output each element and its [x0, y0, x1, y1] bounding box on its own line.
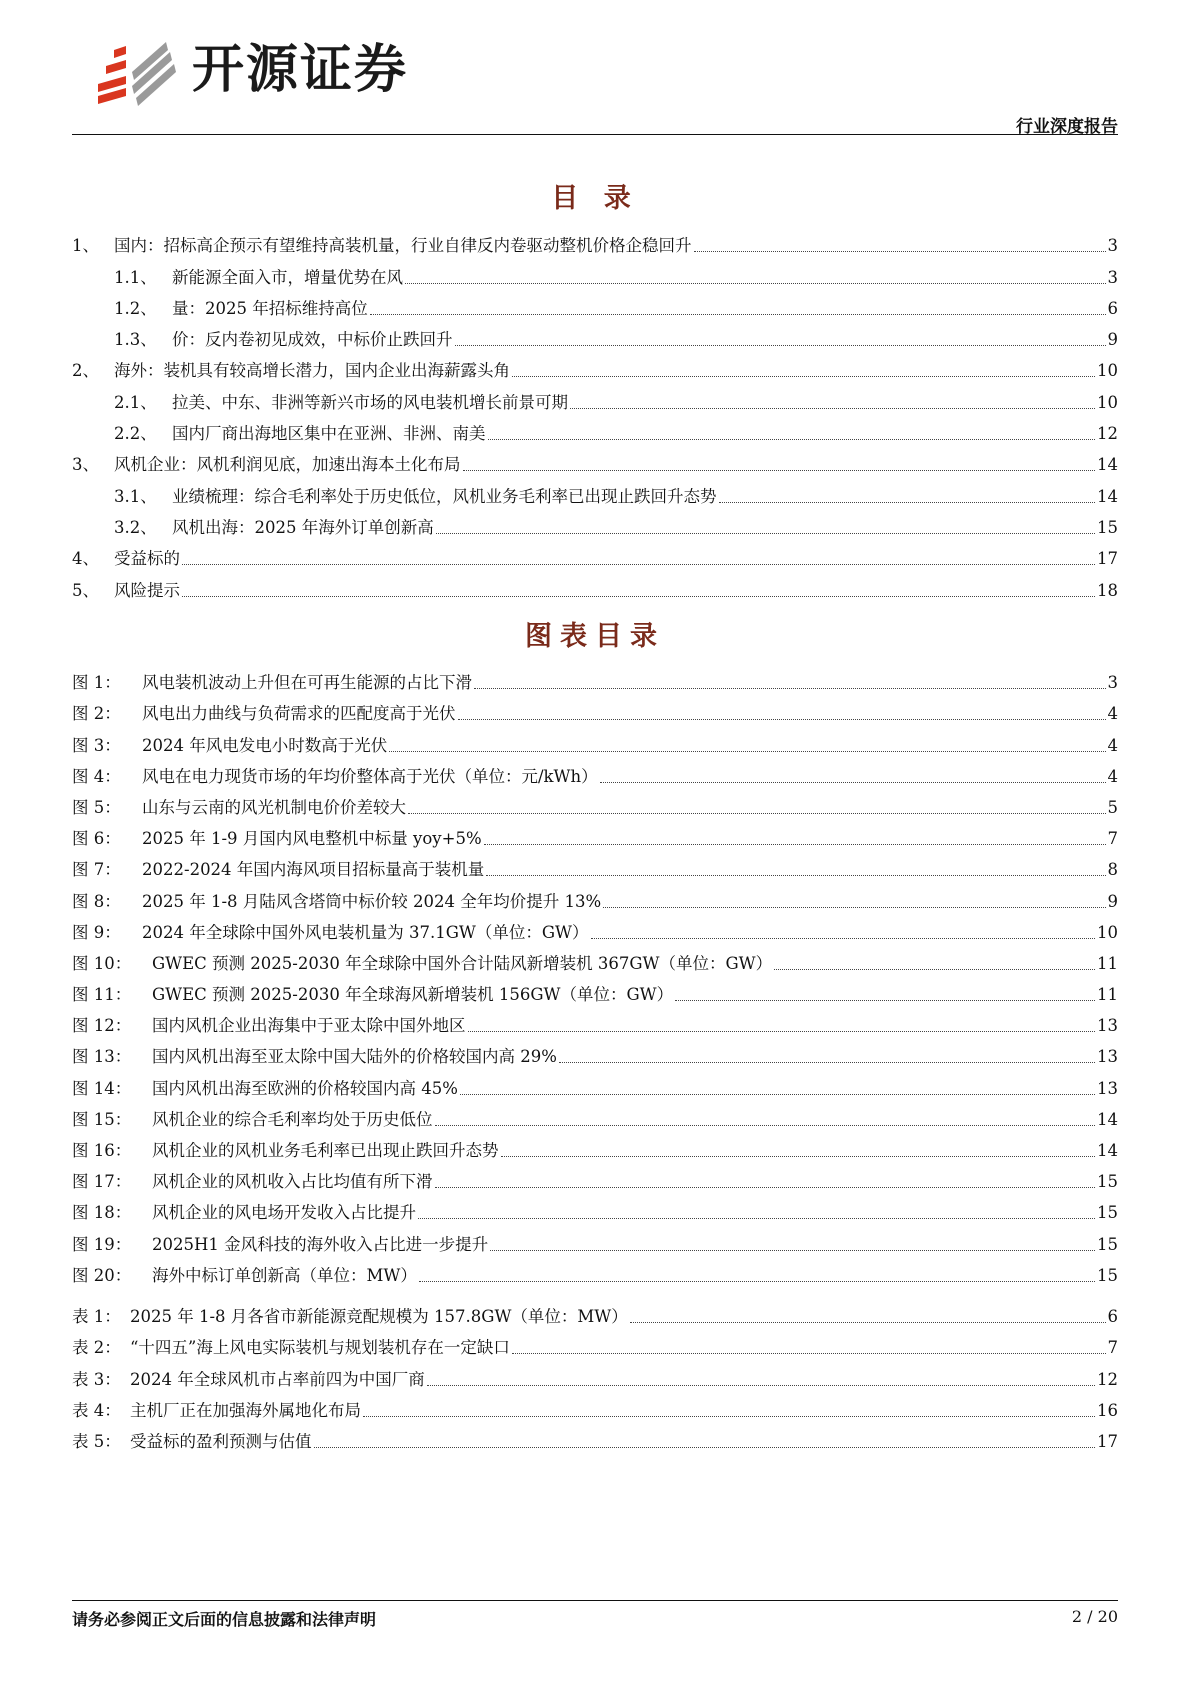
dot-leader: [486, 875, 1105, 876]
table-of-contents: [72, 225, 1118, 601]
toc-entry[interactable]: [72, 256, 1118, 287]
toc-entry[interactable]: [72, 475, 1118, 506]
toc-entry-number: 3.2、: [114, 517, 157, 537]
figure-entry-page: 13: [1097, 1078, 1118, 1098]
figure-entry[interactable]: [72, 912, 1118, 943]
toc-entry-label: 量：2025 年招标维持高位: [172, 298, 368, 318]
figure-entry-label: 2024 年全球除中国外风电装机量为 37.1GW（单位：GW）: [142, 922, 589, 942]
toc-entry-label: 价：反内卷初见成效，中标价止跌回升: [172, 330, 453, 350]
figure-entry[interactable]: [72, 818, 1118, 849]
dot-leader: [419, 1281, 1095, 1282]
figure-entry-page: 15: [1097, 1203, 1118, 1223]
table-entry-label: 受益标的盈利预测与估值: [130, 1431, 312, 1451]
toc-entry-number: 4、: [72, 549, 99, 569]
kaiyuan-securities-logo: [96, 36, 182, 106]
dot-leader: [405, 283, 1106, 284]
footer-divider: [72, 1600, 1118, 1601]
figure-entry-number: 图 7：: [72, 860, 121, 880]
figure-entry[interactable]: [72, 1130, 1118, 1161]
figure-entry-label: 国内风机出海至欧洲的价格较国内高 45%: [152, 1078, 458, 1098]
figure-entry-page: 15: [1097, 1234, 1118, 1254]
figure-entry[interactable]: [72, 1255, 1118, 1286]
dot-leader: [463, 470, 1096, 471]
toc-entry[interactable]: [72, 569, 1118, 600]
dot-leader: [512, 376, 1095, 377]
figure-entry[interactable]: [72, 693, 1118, 724]
toc-entry-number: 1、: [72, 236, 99, 256]
toc-entry-label: 国内厂商出海地区集中在亚洲、非洲、南美: [172, 424, 486, 444]
figure-list-title: 图表目录: [525, 621, 665, 652]
toc-entry[interactable]: [72, 288, 1118, 319]
table-entry-number: 表 5：: [72, 1431, 121, 1451]
dot-leader: [719, 502, 1096, 503]
figure-entry-page: 13: [1097, 1016, 1118, 1036]
dot-leader: [630, 1322, 1106, 1323]
toc-entry-page: 3: [1107, 236, 1118, 256]
dot-leader: [460, 1094, 1095, 1095]
figure-entry-page: 8: [1107, 860, 1118, 880]
figure-entry-number: 图 14：: [72, 1078, 132, 1098]
figure-entry-number: 图 2：: [72, 704, 121, 724]
figure-entry-page: 13: [1097, 1047, 1118, 1067]
figure-entry-label: 山东与云南的风光机制电价价差较大: [142, 797, 406, 817]
figure-entry-page: 14: [1097, 1141, 1118, 1160]
table-entry[interactable]: [72, 1296, 1118, 1327]
figure-entry-label: 2024 年风电发电小时数高于光伏: [142, 735, 388, 755]
figure-entry-number: 图 9：: [72, 922, 121, 942]
figure-entry-label: 风机企业的综合毛利率均处于历史低位: [152, 1109, 433, 1129]
figure-entry[interactable]: [72, 849, 1118, 880]
figure-entry-page: 11: [1097, 953, 1118, 973]
figure-entry-page: 14: [1097, 1109, 1118, 1129]
table-entry[interactable]: [72, 1390, 1118, 1421]
figure-entry-number: 图 16：: [72, 1141, 132, 1160]
toc-entry[interactable]: [72, 507, 1118, 538]
toc-entry-label: 风险提示: [114, 580, 180, 600]
dot-leader: [774, 969, 1095, 970]
figure-entry[interactable]: [72, 1005, 1118, 1036]
dot-leader: [591, 938, 1096, 939]
figure-entry-page: 4: [1107, 766, 1118, 786]
toc-entry[interactable]: [72, 538, 1118, 569]
dot-leader: [182, 564, 1095, 565]
table-entry-page: 12: [1097, 1369, 1118, 1389]
toc-entry[interactable]: [72, 381, 1118, 412]
dot-leader: [512, 1353, 1106, 1354]
dot-leader: [458, 719, 1106, 720]
page-header: [0, 0, 1190, 140]
toc-entry-number: 2、: [72, 361, 99, 381]
figure-entry[interactable]: [72, 1099, 1118, 1130]
figure-entry-page: 4: [1107, 704, 1118, 724]
dot-leader: [474, 688, 1106, 689]
figure-entry-number: 图 4：: [72, 766, 121, 786]
figure-entry-number: 图 18：: [72, 1203, 132, 1223]
figure-entry[interactable]: [72, 1067, 1118, 1098]
toc-entry-page: 14: [1097, 455, 1118, 475]
table-entry-number: 表 4：: [72, 1400, 121, 1420]
dot-leader: [570, 408, 1095, 409]
toc-entry[interactable]: [72, 225, 1118, 256]
toc-entry[interactable]: [72, 413, 1118, 444]
figure-entry[interactable]: [72, 974, 1118, 1005]
toc-entry[interactable]: [72, 319, 1118, 350]
brand-name: 开源证券: [192, 40, 409, 100]
toc-entry-number: 3、: [72, 455, 99, 475]
figure-entry-number: 图 5：: [72, 797, 121, 817]
table-entry-label: 2025 年 1-8 月各省市新能源竞配规模为 157.8GW（单位：MW）: [130, 1307, 628, 1327]
figure-entry-label: 海外中标订单创新高（单位：MW）: [152, 1265, 417, 1285]
table-entry-number: 表 2：: [72, 1338, 121, 1358]
table-entry-label: 主机厂正在加强海外属地化布局: [130, 1400, 361, 1420]
figure-entry-number: 图 10：: [72, 953, 132, 973]
table-entry-page: 6: [1107, 1307, 1118, 1327]
toc-entry-number: 1.2、: [114, 298, 157, 318]
figure-entry-page: 5: [1107, 797, 1118, 817]
table-list: [72, 1296, 1118, 1452]
dot-leader: [468, 1031, 1096, 1032]
dot-leader: [363, 1416, 1095, 1417]
dot-leader: [182, 596, 1095, 597]
figure-entry-label: 国内风机出海至亚太除中国大陆外的价格较国内高 29%: [152, 1047, 557, 1067]
figure-entry-number: 图 17：: [72, 1172, 132, 1192]
figure-entry-label: 风机企业的风机收入占比均值有所下滑: [152, 1172, 433, 1192]
toc-entry-number: 1.1、: [114, 267, 157, 287]
dot-leader: [694, 251, 1106, 252]
table-entry-page: 17: [1097, 1431, 1118, 1451]
figure-entry-label: 风电在电力现货市场的年均价整体高于光伏（单位：元/kWh）: [142, 766, 598, 786]
figure-entry-label: GWEC 预测 2025-2030 年全球海风新增装机 156GW（单位：GW）: [152, 985, 674, 1005]
toc-entry-page: 10: [1097, 392, 1118, 412]
toc-entry-page: 15: [1097, 517, 1118, 537]
toc-entry-label: 拉美、中东、非洲等新兴市场的风电装机增长前景可期: [172, 392, 568, 412]
table-entry[interactable]: [72, 1421, 1118, 1452]
footer-disclaimer: 请务必参阅正文后面的信息披露和法律声明: [72, 1610, 377, 1629]
dot-leader: [488, 439, 1096, 440]
figure-entry-page: 4: [1107, 735, 1118, 755]
table-entry-label: “十四五”海上风电实际装机与规划装机存在一定缺口: [130, 1338, 510, 1358]
dot-leader: [435, 1125, 1096, 1126]
figure-entry-number: 图 6：: [72, 829, 121, 849]
toc-entry-number: 5、: [72, 580, 99, 600]
toc-entry-label: 业绩梳理：综合毛利率处于历史低位，风机业务毛利率已出现止跌回升态势: [172, 486, 717, 506]
figure-entry[interactable]: [72, 724, 1118, 755]
dot-leader: [455, 345, 1106, 346]
figure-entry-label: 风电装机波动上升但在可再生能源的占比下滑: [142, 673, 472, 693]
dot-leader: [370, 314, 1106, 315]
dot-leader: [314, 1447, 1096, 1448]
figure-entry[interactable]: [72, 880, 1118, 911]
dot-leader: [559, 1062, 1095, 1063]
dot-leader: [675, 1000, 1095, 1001]
figure-entry-number: 图 19：: [72, 1234, 132, 1254]
toc-entry-page: 9: [1107, 330, 1118, 350]
toc-title: 目 录: [551, 183, 639, 214]
dot-leader: [418, 1218, 1095, 1219]
figure-entry-number: 图 11：: [72, 985, 132, 1005]
figure-entry-label: 风机企业的风机业务毛利率已出现止跌回升态势: [152, 1141, 499, 1160]
header-divider: [72, 134, 1118, 135]
toc-entry-label: 国内：招标高企预示有望维持高装机量，行业自律反内卷驱动整机价格企稳回升: [114, 236, 692, 256]
table-entry[interactable]: [72, 1358, 1118, 1389]
figure-entry[interactable]: [72, 1192, 1118, 1223]
table-entry-number: 表 3：: [72, 1369, 121, 1389]
dot-leader: [484, 844, 1106, 845]
figure-entry-page: 3: [1107, 673, 1118, 693]
toc-entry[interactable]: [72, 444, 1118, 475]
dot-leader: [436, 533, 1095, 534]
toc-entry-label: 受益标的: [114, 549, 180, 569]
figure-entry-number: 图 13：: [72, 1047, 132, 1067]
dot-leader: [435, 1187, 1096, 1188]
toc-entry-page: 18: [1097, 580, 1118, 600]
dot-leader: [490, 1250, 1095, 1251]
toc-entry-number: 2.1、: [114, 392, 157, 412]
figure-entry-number: 图 15：: [72, 1109, 132, 1129]
toc-entry-page: 12: [1097, 424, 1118, 444]
figure-entry-label: 国内风机企业出海集中于亚太除中国外地区: [152, 1016, 466, 1036]
toc-entry-label: 风机出海：2025 年海外订单创新高: [172, 517, 434, 537]
figure-entry-label: 风机企业的风电场开发收入占比提升: [152, 1203, 416, 1223]
figure-entry-label: 风电出力曲线与负荷需求的匹配度高于光伏: [142, 704, 456, 724]
figure-entry[interactable]: [72, 943, 1118, 974]
dot-leader: [603, 907, 1105, 908]
toc-entry-page: 14: [1097, 486, 1118, 506]
table-entry-page: 16: [1097, 1400, 1118, 1420]
toc-entry-page: 6: [1107, 298, 1118, 318]
toc-entry-label: 海外：装机具有较高增长潜力，国内企业出海薪露头角: [114, 361, 510, 381]
toc-entry[interactable]: [72, 350, 1118, 381]
dot-leader: [389, 751, 1105, 752]
table-entry[interactable]: [72, 1327, 1118, 1358]
figure-entry-label: 2025 年 1-9 月国内风电整机中标量 yoy+5%: [142, 829, 482, 849]
dot-leader: [600, 782, 1106, 783]
toc-entry-page: 10: [1097, 361, 1118, 381]
figure-entry-number: 图 20：: [72, 1265, 132, 1285]
table-entry-label: 2024 年全球风机市占率前四为中国厂商: [130, 1369, 425, 1389]
figure-entry-label: 2025H1 金风科技的海外收入占比进一步提升: [152, 1234, 489, 1254]
dot-leader: [427, 1385, 1095, 1386]
figure-entry-label: 2022-2024 年国内海风项目招标量高于装机量: [142, 860, 485, 880]
figure-entry-number: 图 3：: [72, 735, 121, 755]
figure-entry-label: GWEC 预测 2025-2030 年全球除中国外合计陆风新增装机 367GW（单位：GW）: [152, 953, 773, 973]
dot-leader: [408, 813, 1106, 814]
table-entry-page: 7: [1107, 1338, 1118, 1358]
toc-entry-number: 1.3、: [114, 330, 157, 350]
figure-entry-number: 图 1：: [72, 673, 121, 693]
figure-entry-label: 2025 年 1-8 月陆风含塔筒中标价较 2024 全年均价提升 13%: [142, 891, 602, 911]
toc-entry-label: 风机企业：风机利润见底，加速出海本土化布局: [114, 455, 461, 475]
figure-entry-page: 15: [1097, 1265, 1118, 1285]
toc-entry-number: 2.2、: [114, 424, 157, 444]
figure-entry[interactable]: [72, 1161, 1118, 1192]
figure-entry-page: 9: [1107, 891, 1118, 911]
figure-entry-page: 11: [1097, 985, 1118, 1005]
figure-entry-number: 图 12：: [72, 1016, 132, 1036]
figure-entry-page: 7: [1107, 829, 1118, 849]
figure-entry-page: 15: [1097, 1172, 1118, 1192]
figure-entry[interactable]: [72, 1223, 1118, 1254]
figure-list: [72, 662, 1118, 1286]
page-number: 2 / 20: [1071, 1607, 1118, 1626]
figure-entry[interactable]: [72, 787, 1118, 818]
table-entry-number: 表 1：: [72, 1307, 121, 1327]
report-type-label: 行业深度报告: [1016, 117, 1118, 137]
figure-entry[interactable]: [72, 1036, 1118, 1067]
figure-entry[interactable]: [72, 756, 1118, 787]
figure-entry[interactable]: [72, 662, 1118, 693]
dot-leader: [501, 1156, 1096, 1157]
toc-entry-page: 17: [1097, 549, 1118, 569]
toc-entry-number: 3.1、: [114, 486, 157, 506]
toc-entry-label: 新能源全面入市，增量优势在风: [172, 267, 403, 287]
figure-entry-page: 10: [1097, 922, 1118, 942]
toc-entry-page: 3: [1107, 267, 1118, 287]
figure-entry-number: 图 8：: [72, 891, 121, 911]
